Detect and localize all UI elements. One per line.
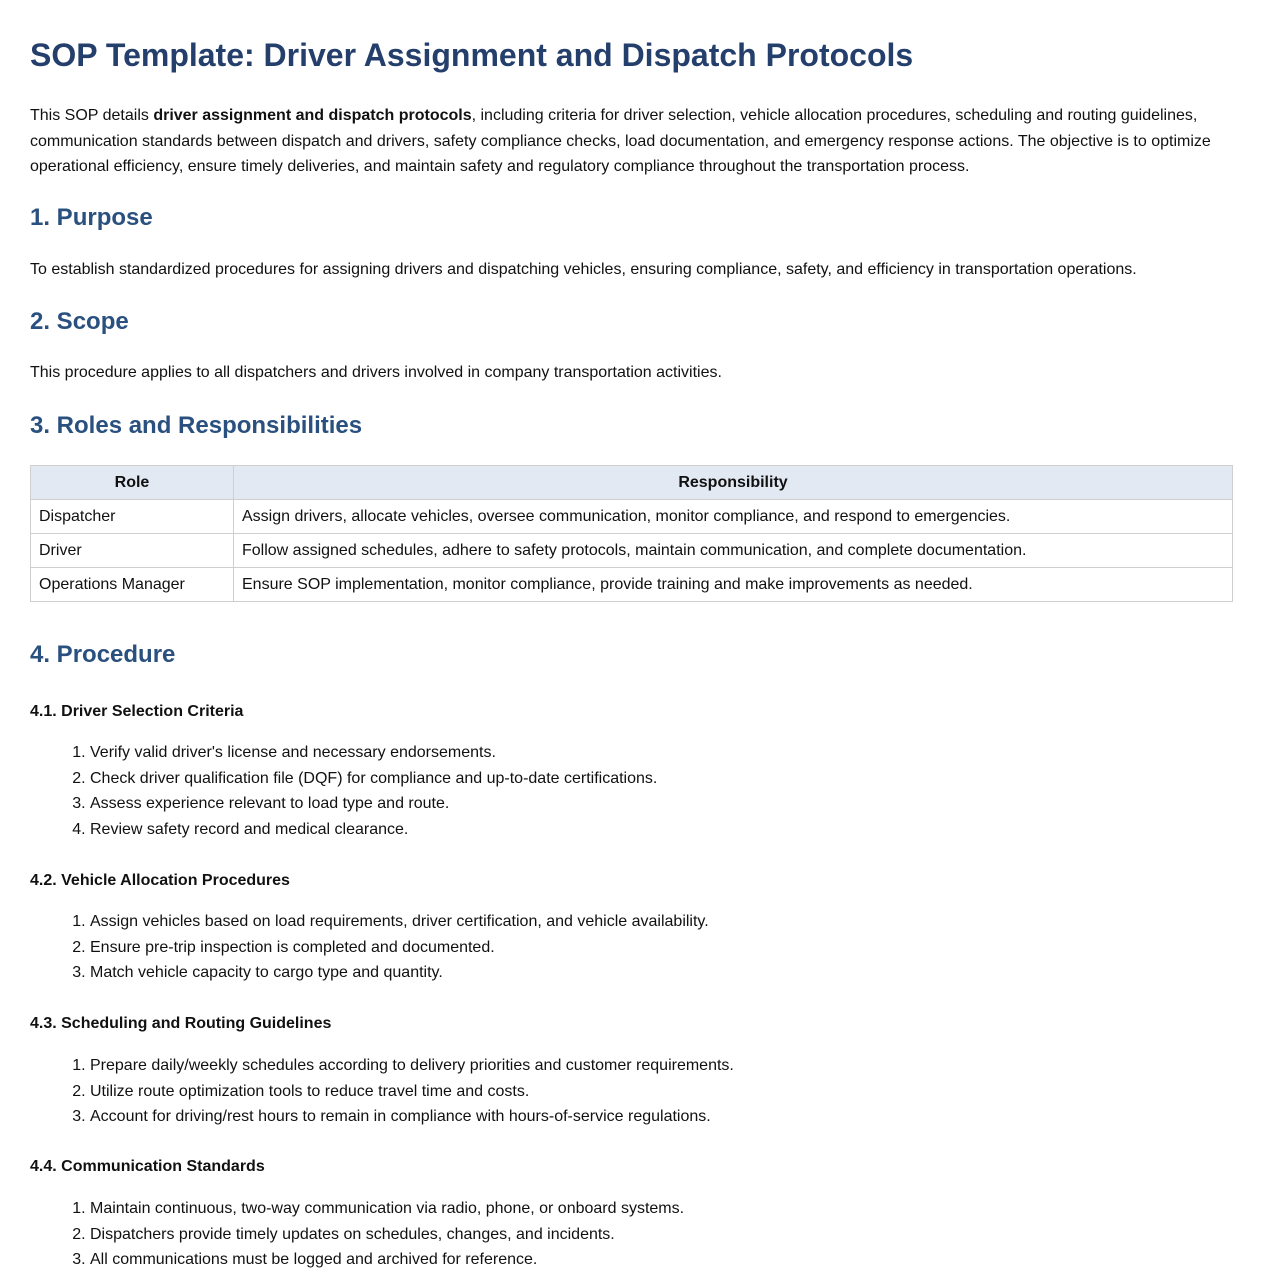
roles-table	[30, 465, 1233, 602]
table-header-row	[31, 466, 1233, 500]
list-item: 4. Review safety record and medical clearance.	[90, 817, 657, 843]
list-item: 3. Assess experience relevant to load type and route.	[90, 791, 657, 817]
responsibility-cell: Follow assigned schedules, adhere to safety protocols, maintain communication, and complete documentation.	[234, 534, 1233, 568]
responsibility-cell: Ensure SOP implementation, monitor compliance, provide training and make improvements as needed.	[234, 568, 1233, 602]
intro-bold-phrase: driver assignment and dispatch protocols	[153, 107, 472, 124]
list-item: 1. Assign vehicles based on load requirements, driver certification, and vehicle availability.	[90, 909, 709, 935]
scope-heading: 2. Scope	[30, 308, 129, 335]
list-item: 2. Dispatchers provide timely updates on schedules, changes, and incidents.	[90, 1222, 684, 1248]
list-item: 1. Prepare daily/weekly schedules according to delivery priorities and customer requirements.	[90, 1053, 734, 1079]
list-item: 2. Ensure pre-trip inspection is completed and documented.	[90, 935, 709, 961]
intro-paragraph	[30, 103, 1233, 180]
list-item: 1. Verify valid driver's license and necessary endorsements.	[90, 740, 657, 766]
table-row	[31, 568, 1233, 602]
roles-heading: 3. Roles and Responsibilities	[30, 412, 363, 439]
list-item: 2. Check driver qualification file (DQF) for compliance and up-to-date certifications.	[90, 766, 657, 792]
role-cell: Driver	[31, 534, 234, 568]
vehicle-allocation-list	[30, 909, 709, 986]
page-title: SOP Template: Driver Assignment and Dispatch Protocols	[30, 37, 914, 73]
section-heading-communication: 4.4. Communication Standards	[30, 1158, 265, 1175]
list-item: 3. Account for driving/rest hours to remain in compliance with hours-of-service regulations.	[90, 1104, 734, 1130]
responsibility-cell: Assign drivers, allocate vehicles, oversee communication, monitor compliance, and respond to emergencies.	[234, 500, 1233, 534]
driver-selection-list	[30, 740, 657, 842]
section-heading-scheduling-routing: 4.3. Scheduling and Routing Guidelines	[30, 1015, 332, 1032]
list-item: 1. Maintain continuous, two-way communication via radio, phone, or onboard systems.	[90, 1196, 684, 1222]
list-item: 2. Utilize route optimization tools to reduce travel time and costs.	[90, 1079, 734, 1105]
table-row	[31, 500, 1233, 534]
procedure-heading: 4. Procedure	[30, 641, 176, 668]
scheduling-routing-list	[30, 1053, 734, 1130]
column-header-responsibility: Responsibility	[234, 466, 1233, 500]
scope-text: This procedure applies to all dispatchers and drivers involved in company transportation activities.	[30, 364, 722, 381]
purpose-heading: 1. Purpose	[30, 204, 153, 231]
section-heading-vehicle-allocation: 4.2. Vehicle Allocation Procedures	[30, 872, 290, 889]
role-cell: Operations Manager	[31, 568, 234, 602]
column-header-role: Role	[31, 466, 234, 500]
section-heading-driver-selection: 4.1. Driver Selection Criteria	[30, 703, 244, 720]
list-item: 3. All communications must be logged and archived for reference.	[90, 1247, 684, 1273]
intro-prefix: This SOP details	[30, 107, 154, 124]
role-cell: Dispatcher	[31, 500, 234, 534]
purpose-text: To establish standardized procedures for assigning drivers and dispatching vehicles, ensuring compliance, safety, and efficiency in transportation operations.	[30, 261, 1137, 278]
table-row	[31, 534, 1233, 568]
communication-list	[30, 1196, 684, 1273]
intro-suffix: , including criteria for driver selection, vehicle allocation procedures, scheduling and routing guidelines, communication standards between dispatch and drivers, safety compliance checks, load documentation, and emergency response actions. The objective is to optimize operational efficiency, ensure timely deliveries, and maintain safety and regulatory compliance throughout the transportation process.	[30, 107, 1211, 175]
list-item: 3. Match vehicle capacity to cargo type and quantity.	[90, 960, 709, 986]
